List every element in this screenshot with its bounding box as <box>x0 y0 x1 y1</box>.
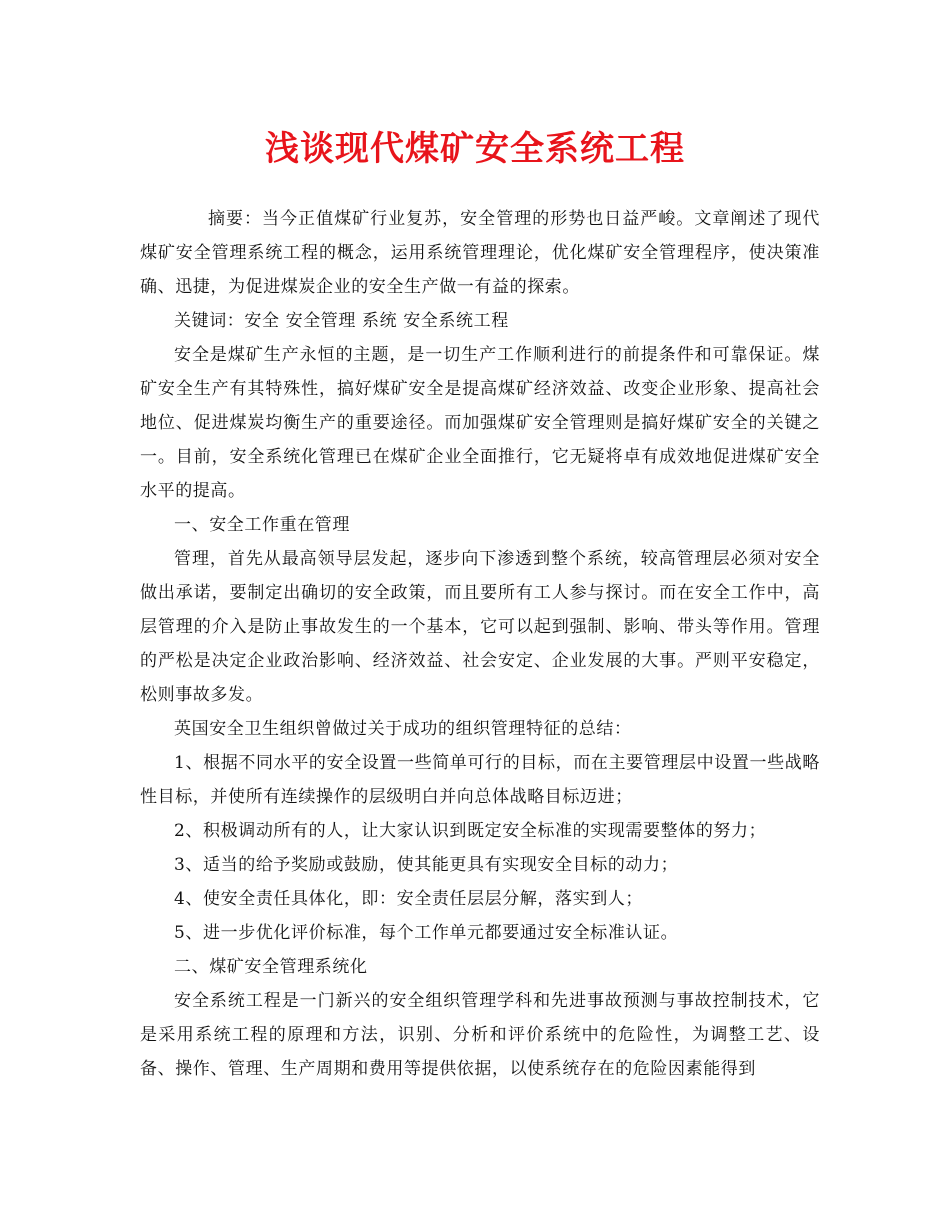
list-item: 5、进一步优化评价标准，每个工作单元都要通过安全标准认证。 <box>174 923 679 943</box>
list-item: 2、积极调动所有的人，让大家认识到既定安全标准的实现需要整体的努力； <box>174 821 767 841</box>
document-title: 浅谈现代煤矿安全系统工程 <box>265 129 685 169</box>
intro-paragraph: 安全是煤矿生产永恒的主题，是一切生产工作顺利进行的前提条件和可靠保证。煤矿安全生产有其特殊性，搞好煤矿安全是提高煤矿经济效益、改变企业形象、提高社会地位、促进煤炭均衡生产的重要途径。而加强煤矿安全管理则是搞好煤矿安全的关键之一。目前，安全系统化管理已在煤矿企业全面推行，它无疑将卓有成效地促进煤矿安全水平的提高。 <box>140 345 820 501</box>
body-paragraph: 管理，首先从最高领导层发起，逐步向下渗透到整个系统，较高管理层必须对安全做出承诺，要制定出确切的安全政策，而且要所有工人参与探讨。而在安全工作中，高层管理的介入是防止事故发生的一个基本，它可以起到强制、影响、带头等作用。管理的严松是决定企业政治影响、经济效益、社会安定、企业发展的大事。严则平安稳定，松则事故多发。 <box>140 549 820 705</box>
document-body <box>140 202 820 1086</box>
list-item: 3、适当的给予奖励或鼓励，使其能更具有实现安全目标的动力； <box>174 855 679 875</box>
body-paragraph: 安全系统工程是一门新兴的安全组织管理学科和先进事故预测与事故控制技术，它是采用系统工程的原理和方法，识别、分析和评价系统中的危险性，为调整工艺、设备、操作、管理、生产周期和费用等提供依据，以使系统存在的危险因素能得到 <box>140 991 820 1079</box>
keywords-paragraph: 关键词：安全 安全管理 系统 安全系统工程 <box>174 311 509 331</box>
list-item: 1、根据不同水平的安全设置一些简单可行的目标，而在主要管理层中设置一些战略性目标，并使所有连续操作的层级明白并向总体战略目标迈进； <box>140 753 820 807</box>
section-heading-2: 二、煤矿安全管理系统化 <box>174 957 368 977</box>
section-heading-1: 一、安全工作重在管理 <box>174 515 350 535</box>
body-paragraph: 英国安全卫生组织曾做过关于成功的组织管理特征的总结： <box>174 719 632 739</box>
abstract-paragraph: 摘要：当今正值煤矿行业复苏，安全管理的形势也日益严峻。文章阐述了现代煤矿安全管理系统工程的概念，运用系统管理理论，优化煤矿安全管理程序，使决策准确、迅捷，为促进煤炭企业的安全生产做一有益的探索。 <box>140 209 820 297</box>
list-item: 4、使安全责任具体化，即：安全责任层层分解，落实到人； <box>174 889 644 909</box>
